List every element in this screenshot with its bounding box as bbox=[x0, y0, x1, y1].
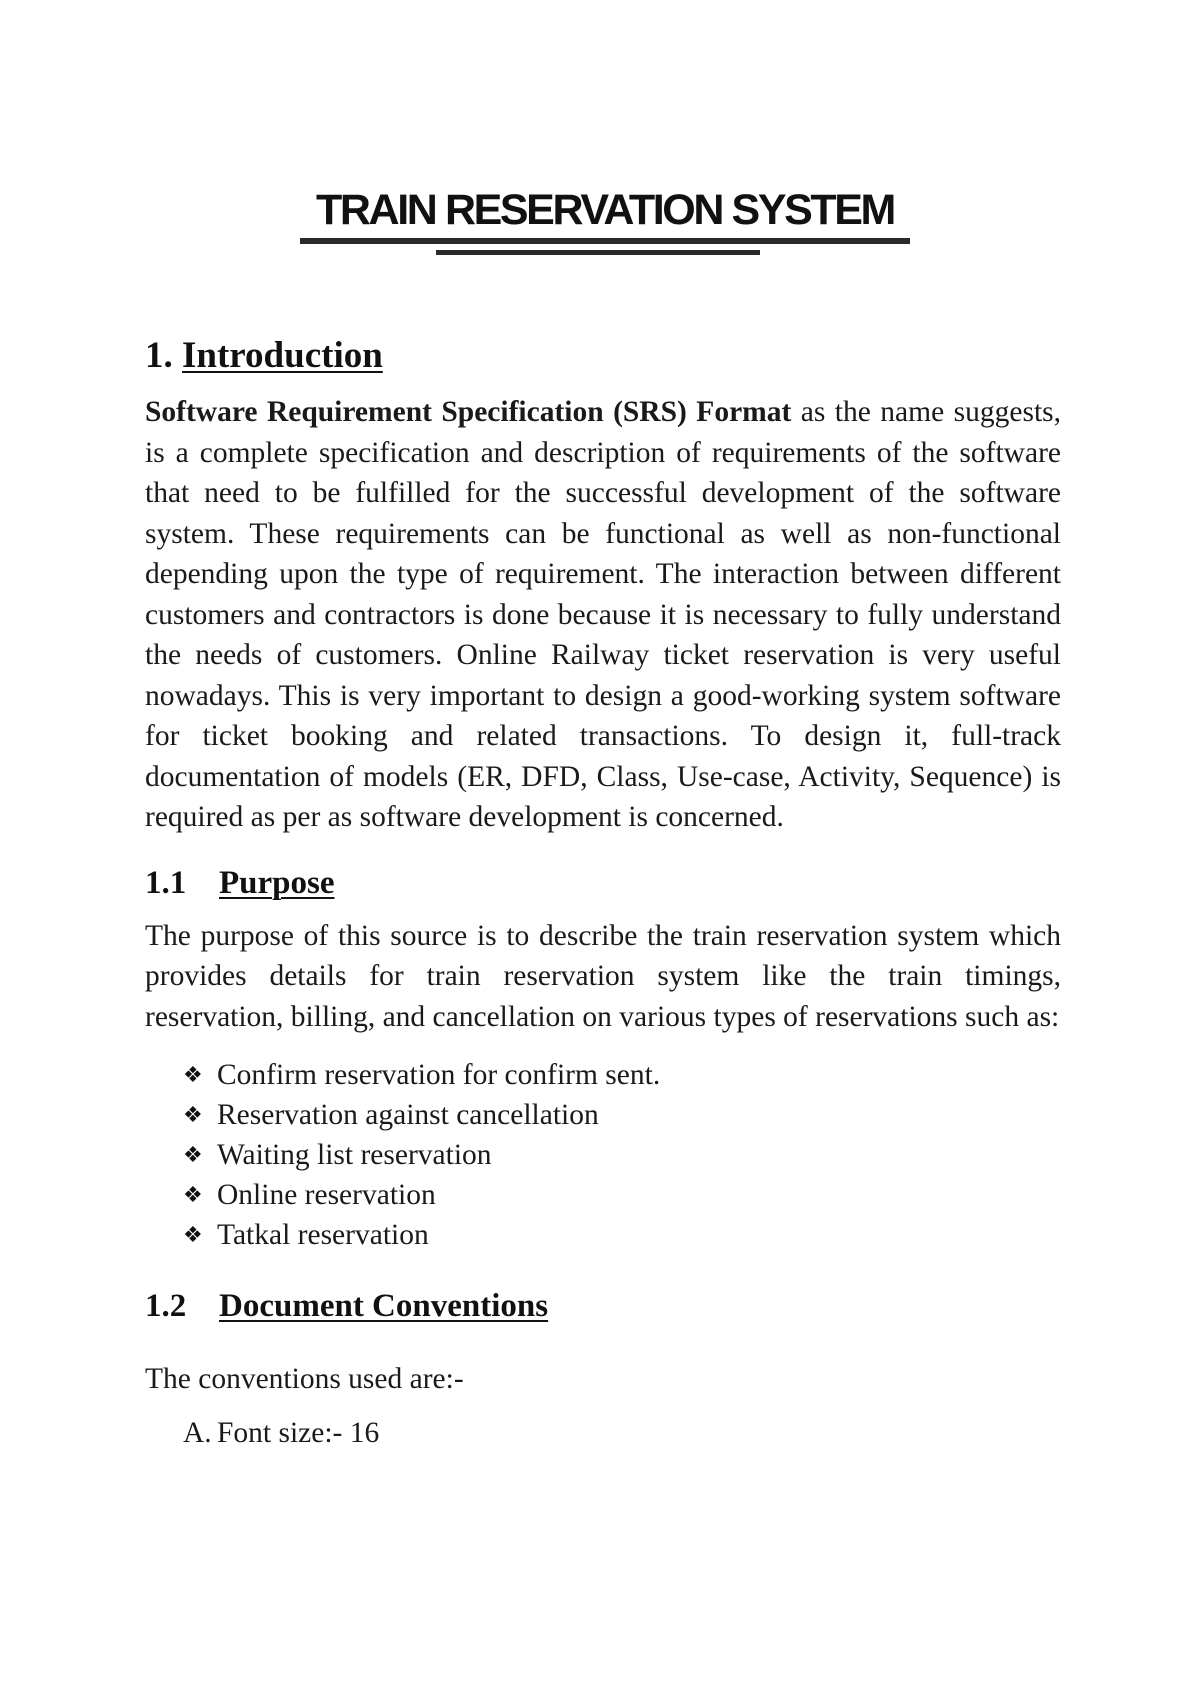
list-item bbox=[183, 1095, 1061, 1135]
list-item bbox=[183, 1175, 1061, 1215]
section-title: Purpose bbox=[219, 864, 335, 901]
section-heading-purpose bbox=[145, 860, 1061, 906]
title-underline-thick bbox=[300, 238, 910, 244]
list-item-text: Tatkal reservation bbox=[217, 1219, 429, 1251]
section-title: Document Conventions bbox=[219, 1288, 549, 1324]
list-item bbox=[183, 1135, 1061, 1175]
section-title: Introduction bbox=[182, 335, 383, 376]
diamond-bullet-icon: ❖ bbox=[183, 1102, 203, 1127]
document-body bbox=[145, 332, 1061, 1453]
list-item-text: Online reservation bbox=[217, 1179, 436, 1211]
diamond-bullet-icon: ❖ bbox=[183, 1182, 203, 1207]
section-number: 1.1 bbox=[145, 864, 187, 901]
diamond-bullet-icon: ❖ bbox=[183, 1062, 203, 1087]
introduction-body: as the name suggests, is a complete specification and description of requirements of the software that need to be fulfilled for the successful development of the software system. These requirements can be functional as well as non-functional depending upon the type of requirement. The interaction between different customers and contractors is done because it is necessary to fully understand the needs of customers. Online Railway ticket reservation is very useful nowadays. This is very important to design a good-working system software for ticket booking and related transactions. To design it, full-track documentation of models (ER, DFD, Class, Use-case, Activity, Sequence) is required as per as software development is concerned. bbox=[145, 396, 1061, 833]
list-marker: A. bbox=[183, 1417, 212, 1449]
purpose-paragraph: The purpose of this source is to describe the train reservation system which provides details for train reservation system like the train timings, reservation, billing, and cancellation on various types of reservations such as: bbox=[145, 919, 1061, 1033]
srs-lead-bold: Software Requirement Specification (SRS) Format bbox=[145, 396, 792, 428]
diamond-bullet-icon: ❖ bbox=[183, 1222, 203, 1247]
list-item-text: Font size:- 16 bbox=[217, 1417, 380, 1449]
list-item bbox=[183, 1055, 1061, 1095]
diamond-bullet-icon: ❖ bbox=[183, 1142, 203, 1167]
list-item-text: Reservation against cancellation bbox=[217, 1099, 599, 1131]
document-title: TRAIN RESERVATION SYSTEM bbox=[316, 186, 894, 234]
section-number: 1. bbox=[145, 335, 173, 376]
section-number: 1.2 bbox=[145, 1288, 187, 1324]
introduction-paragraph bbox=[145, 392, 1061, 838]
list-item-text: Waiting list reservation bbox=[217, 1139, 492, 1171]
list-item bbox=[183, 1413, 1061, 1453]
section-heading-document-conventions bbox=[145, 1283, 1061, 1329]
title-block bbox=[300, 185, 910, 235]
conventions-intro: The conventions used are:- bbox=[145, 1363, 464, 1395]
list-item-text: Confirm reservation for confirm sent. bbox=[217, 1059, 661, 1091]
reservation-types-list bbox=[183, 1055, 1061, 1255]
title-underline-short bbox=[436, 250, 760, 255]
conventions-list bbox=[183, 1413, 1061, 1453]
list-item bbox=[183, 1215, 1061, 1255]
section-heading-introduction bbox=[145, 332, 1061, 380]
